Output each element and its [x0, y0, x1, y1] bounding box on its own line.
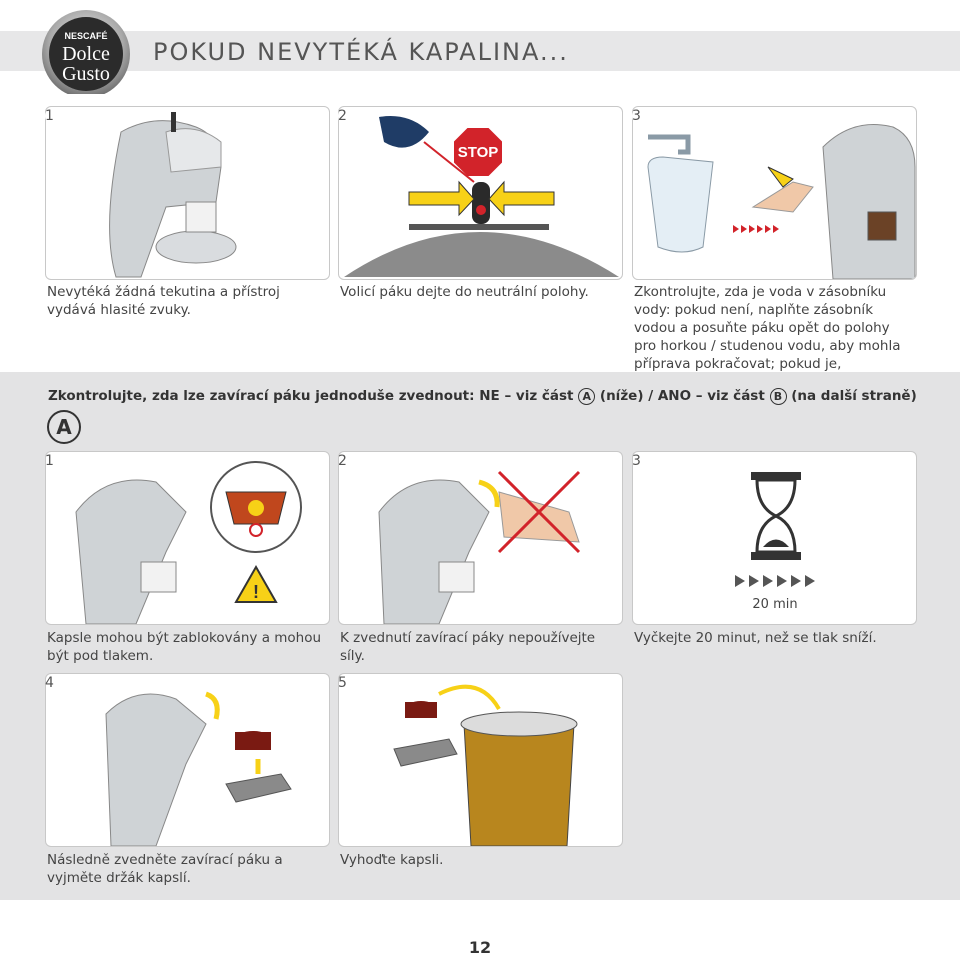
section-step-panel-2: [338, 451, 623, 625]
section-a-label: A: [47, 410, 81, 444]
machine-illustration: [46, 107, 329, 279]
step-caption: Vyhoďte kapsli.: [340, 852, 444, 868]
hourglass-icon: [633, 452, 916, 624]
section-step-panel-5: [338, 673, 623, 847]
step-panel-1: [45, 106, 330, 280]
water-tank-illustration: [633, 107, 916, 279]
step-caption: Volicí páku dejte do neutrální polohy.: [340, 284, 589, 300]
section-step-panel-4: [45, 673, 330, 847]
no-force-illustration: [339, 452, 622, 624]
svg-text:NESCAFÉ: NESCAFÉ: [64, 31, 108, 41]
step-caption: Zkontrolujte, zda je voda v zásobníku vody: pokud není, naplňte zásobník vodou a posuňte páku opět do polohy pro horkou / studenou vodu, aby mohla příprava pokračovat; pokud je,: [634, 284, 901, 372]
step-number: 3: [632, 453, 641, 469]
step-caption: Vyčkejte 20 minut, než se tlak sníží.: [634, 630, 877, 646]
blocked-capsule-illustration: [46, 452, 329, 624]
page-number: 12: [468, 938, 492, 957]
page-title: POKUD NEVYTÉKÁ KAPALINA...: [153, 38, 569, 66]
svg-text:Dolce: Dolce: [62, 43, 110, 65]
section-a-ref: A: [578, 388, 595, 405]
nescafe-dolce-gusto-logo: [36, 10, 140, 94]
section-step-panel-1: [45, 451, 330, 625]
step-caption: Následně zvedněte zavírací páku a vyjměte držák kapslí.: [47, 852, 283, 886]
remove-holder-illustration: [46, 674, 329, 846]
step-panel-2: [338, 106, 623, 280]
warning-icon: !: [253, 582, 259, 602]
step-number: 4: [45, 675, 54, 691]
section-b-ref: B: [770, 388, 787, 405]
step-number: 3: [632, 108, 648, 124]
step-number: 5: [338, 675, 347, 691]
step-caption: Kapsle mohou být zablokovány a mohou být pod tlakem.: [47, 630, 322, 664]
time-label: 20 min: [752, 597, 798, 612]
dispose-capsule-illustration: [339, 674, 622, 846]
step-caption: K zvednutí zavírací páky nepoužívejte síly.: [340, 630, 596, 664]
step-number: 1: [45, 108, 61, 124]
instruction-line: [48, 388, 917, 405]
instruction-prefix: Zkontrolujte, zda lze zavírací páku jednoduše zvednout: NE – viz část: [48, 388, 574, 404]
selector-lever-illustration: [339, 107, 622, 279]
svg-text:Gusto: Gusto: [62, 63, 110, 85]
instruction-suffix: (na další straně): [791, 388, 917, 404]
step-number: 2: [338, 108, 354, 124]
step-panel-3: [632, 106, 917, 280]
svg-text:STOP: STOP: [457, 144, 499, 161]
instruction-middle: (níže) / ANO – viz část: [599, 388, 765, 404]
step-number: 1: [45, 453, 54, 469]
step-number: 2: [338, 453, 347, 469]
step-caption: Nevytéká žádná tekutina a přístroj vydává hlasité zvuky.: [47, 284, 280, 318]
section-step-panel-3: [632, 451, 917, 625]
